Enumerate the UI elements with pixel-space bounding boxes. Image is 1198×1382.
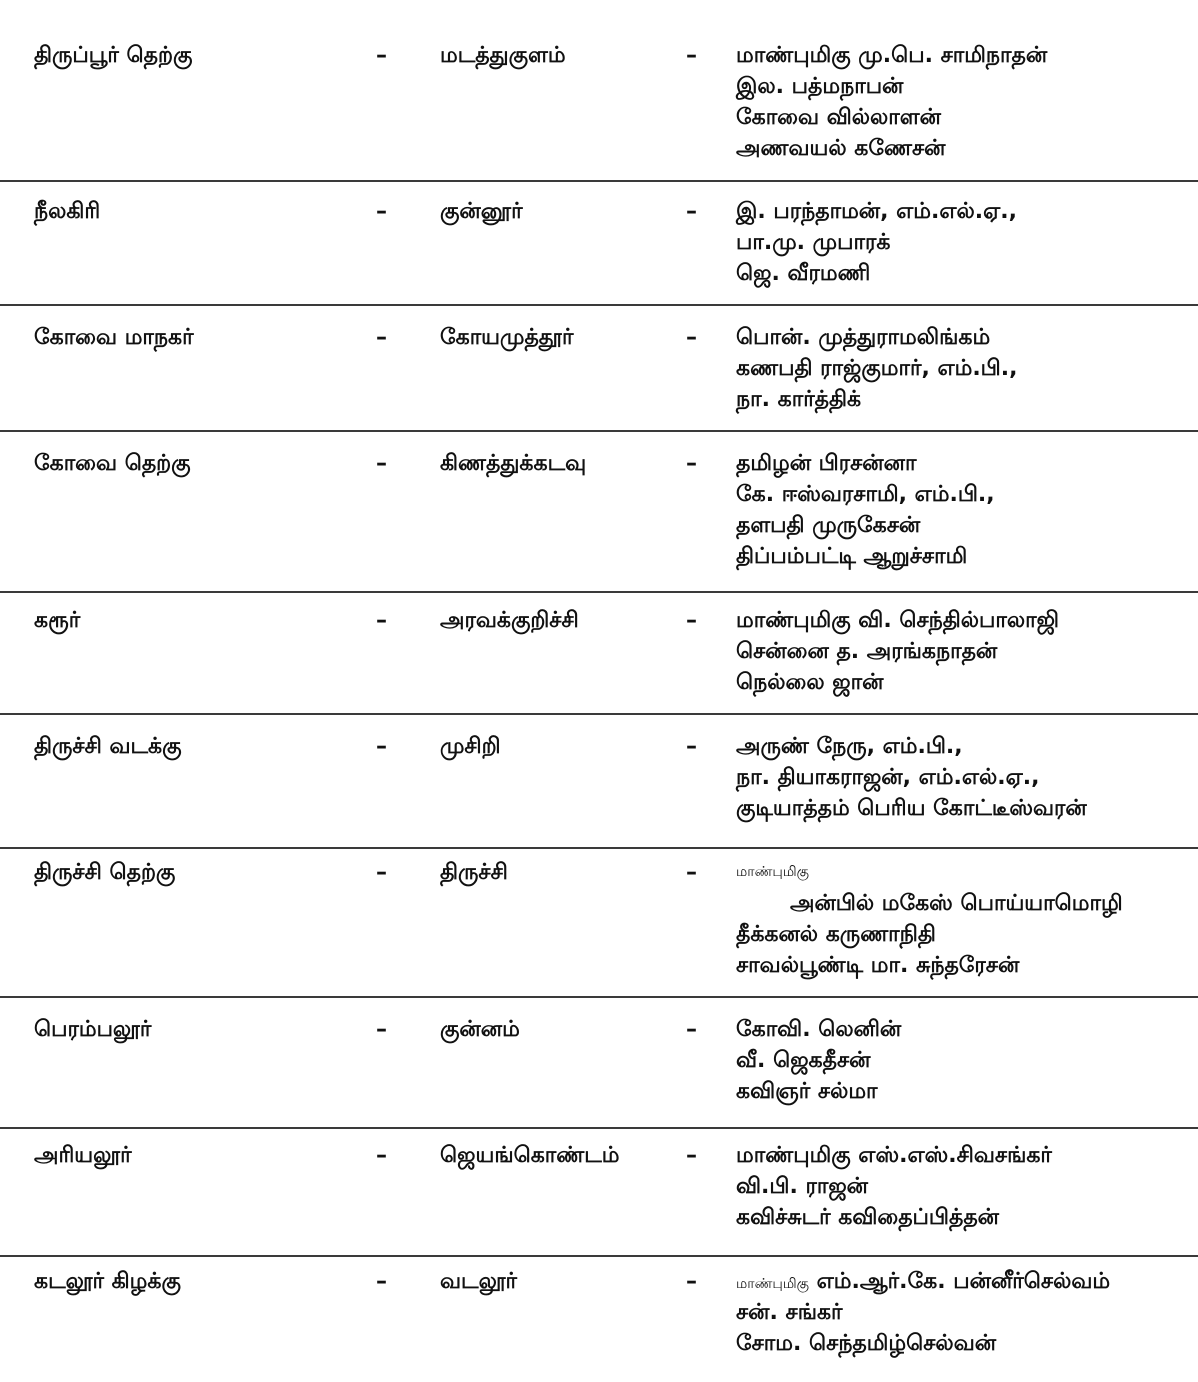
row-divider — [0, 304, 1198, 306]
separator-dash: – — [376, 199, 387, 224]
row-divider — [0, 591, 1198, 593]
person-name: மாண்புமிகு வி. செந்தில்பாலாஜி — [736, 608, 1060, 633]
person-name: ஜெ. வீரமணி — [736, 261, 871, 286]
people-list — [736, 857, 1123, 981]
district-name: கோவை மாநகர் — [34, 325, 194, 350]
separator-dash: – — [686, 734, 697, 759]
district-name: கரூர் — [34, 608, 81, 633]
person-name: பொன். முத்துராமலிங்கம் — [736, 325, 991, 350]
separator-dash: – — [376, 608, 387, 633]
separator-dash: – — [376, 734, 387, 759]
honorific-label: மாண்புமிகு — [736, 1276, 809, 1292]
people-list — [736, 40, 1047, 164]
separator-dash: – — [686, 43, 697, 68]
row-divider — [0, 847, 1198, 849]
person-name: தீக்கனல் கருணாநிதி — [736, 922, 936, 947]
constituency-name: வடலூர் — [440, 1269, 517, 1294]
person-name: கே. ஈஸ்வரசாமி, எம்.பி., — [736, 482, 995, 507]
person-name: அணவயல் கணேசன் — [736, 136, 946, 161]
person-name: சோம. செந்தமிழ்செல்வன் — [736, 1331, 997, 1356]
people-list — [736, 731, 1087, 824]
district-name: திருச்சி தெற்கு — [34, 860, 176, 885]
constituency-name: ஜெயங்கொண்டம் — [440, 1143, 620, 1168]
district-name: கடலூர் கிழக்கு — [34, 1269, 181, 1294]
person-name: சாவல்பூண்டி மா. சுந்தரேசன் — [736, 953, 1020, 978]
constituency-name: அரவக்குறிச்சி — [440, 608, 579, 633]
separator-dash: – — [686, 325, 697, 350]
separator-dash: – — [686, 860, 697, 885]
person-name: நெல்லை ஜான் — [736, 670, 884, 695]
constituency-name: கிணத்துக்கடவு — [440, 451, 587, 476]
person-name: நா. கார்த்திக் — [736, 387, 862, 412]
separator-dash: – — [376, 860, 387, 885]
person-name: இ. பரந்தாமன், எம்.எல்.ஏ., — [736, 199, 1017, 224]
separator-dash: – — [686, 451, 697, 476]
separator-dash: – — [376, 1143, 387, 1168]
separator-dash: – — [686, 608, 697, 633]
row-divider — [0, 430, 1198, 432]
person-name: எம்.ஆர்.கே. பன்னீர்செல்வம் — [816, 1269, 1111, 1294]
constituency-name: குன்னம் — [440, 1017, 520, 1042]
separator-dash: – — [686, 1017, 697, 1042]
people-list — [736, 322, 1017, 415]
person-name: கவிச்சுடர் கவிதைப்பித்தன் — [736, 1205, 999, 1230]
person-name: கணபதி ராஜ்குமார், எம்.பி., — [736, 356, 1018, 381]
person-name: வீ. ஜெகதீசன் — [736, 1048, 871, 1073]
constituency-name: குன்னூர் — [440, 199, 523, 224]
separator-dash: – — [376, 451, 387, 476]
row-divider — [0, 1255, 1198, 1257]
people-list — [736, 1266, 1110, 1359]
person-name: குடியாத்தம் பெரிய கோட்டீஸ்வரன் — [736, 796, 1087, 821]
separator-dash: – — [686, 1143, 697, 1168]
separator-dash: – — [376, 1269, 387, 1294]
district-name: திருப்பூர் தெற்கு — [34, 43, 193, 68]
people-list — [736, 605, 1059, 698]
people-list — [736, 448, 995, 572]
row-divider — [0, 713, 1198, 715]
district-name: பெரம்பலூர் — [34, 1017, 152, 1042]
row-divider — [0, 180, 1198, 182]
row-divider — [0, 1127, 1198, 1129]
person-name: சென்னை த. அரங்கநாதன் — [736, 639, 998, 664]
person-name: கோவி. லெனின் — [736, 1017, 902, 1042]
person-name: திப்பம்பட்டி ஆறுச்சாமி — [736, 544, 968, 569]
constituency-name: மடத்துகுளம் — [440, 43, 566, 68]
person-name: வி.பி. ராஜன் — [736, 1174, 869, 1199]
person-name: இல. பத்மநாபன் — [736, 74, 904, 99]
separator-dash: – — [376, 1017, 387, 1042]
district-name: நீலகிரி — [34, 199, 101, 224]
person-name: அன்பில் மகேஸ் பொய்யாமொழி — [790, 891, 1123, 916]
person-name: தளபதி முருகேசன் — [736, 513, 921, 538]
person-name: பா.மு. முபாரக் — [736, 230, 891, 255]
separator-dash: – — [376, 43, 387, 68]
people-list — [736, 1140, 1052, 1233]
person-name: அருண் நேரு, எம்.பி., — [736, 734, 963, 759]
person-name: தமிழன் பிரசன்னா — [736, 451, 917, 476]
separator-dash: – — [376, 325, 387, 350]
person-line — [736, 1266, 1110, 1297]
constituency-name: முசிறி — [440, 734, 501, 759]
district-name: திருச்சி வடக்கு — [34, 734, 182, 759]
row-divider — [0, 996, 1198, 998]
district-name: கோவை தெற்கு — [34, 451, 191, 476]
person-name: மாண்புமிகு மு.பெ. சாமிநாதன் — [736, 43, 1048, 68]
person-name: சன். சங்கர் — [736, 1300, 843, 1325]
constituency-name: திருச்சி — [440, 860, 508, 885]
person-name: கவிஞர் சல்மா — [736, 1079, 878, 1104]
separator-dash: – — [686, 199, 697, 224]
honorific-label: மாண்புமிகு — [736, 864, 809, 880]
person-name: மாண்புமிகு எஸ்.எஸ்.சிவசங்கர் — [736, 1143, 1052, 1168]
person-name: நா. தியாகராஜன், எம்.எல்.ஏ., — [736, 765, 1040, 790]
district-name: அரியலூர் — [34, 1143, 132, 1168]
people-list — [736, 196, 1017, 289]
separator-dash: – — [686, 1269, 697, 1294]
people-list — [736, 1014, 901, 1107]
constituency-name: கோயமுத்தூர் — [440, 325, 574, 350]
person-name: கோவை வில்லாளன் — [736, 105, 941, 130]
